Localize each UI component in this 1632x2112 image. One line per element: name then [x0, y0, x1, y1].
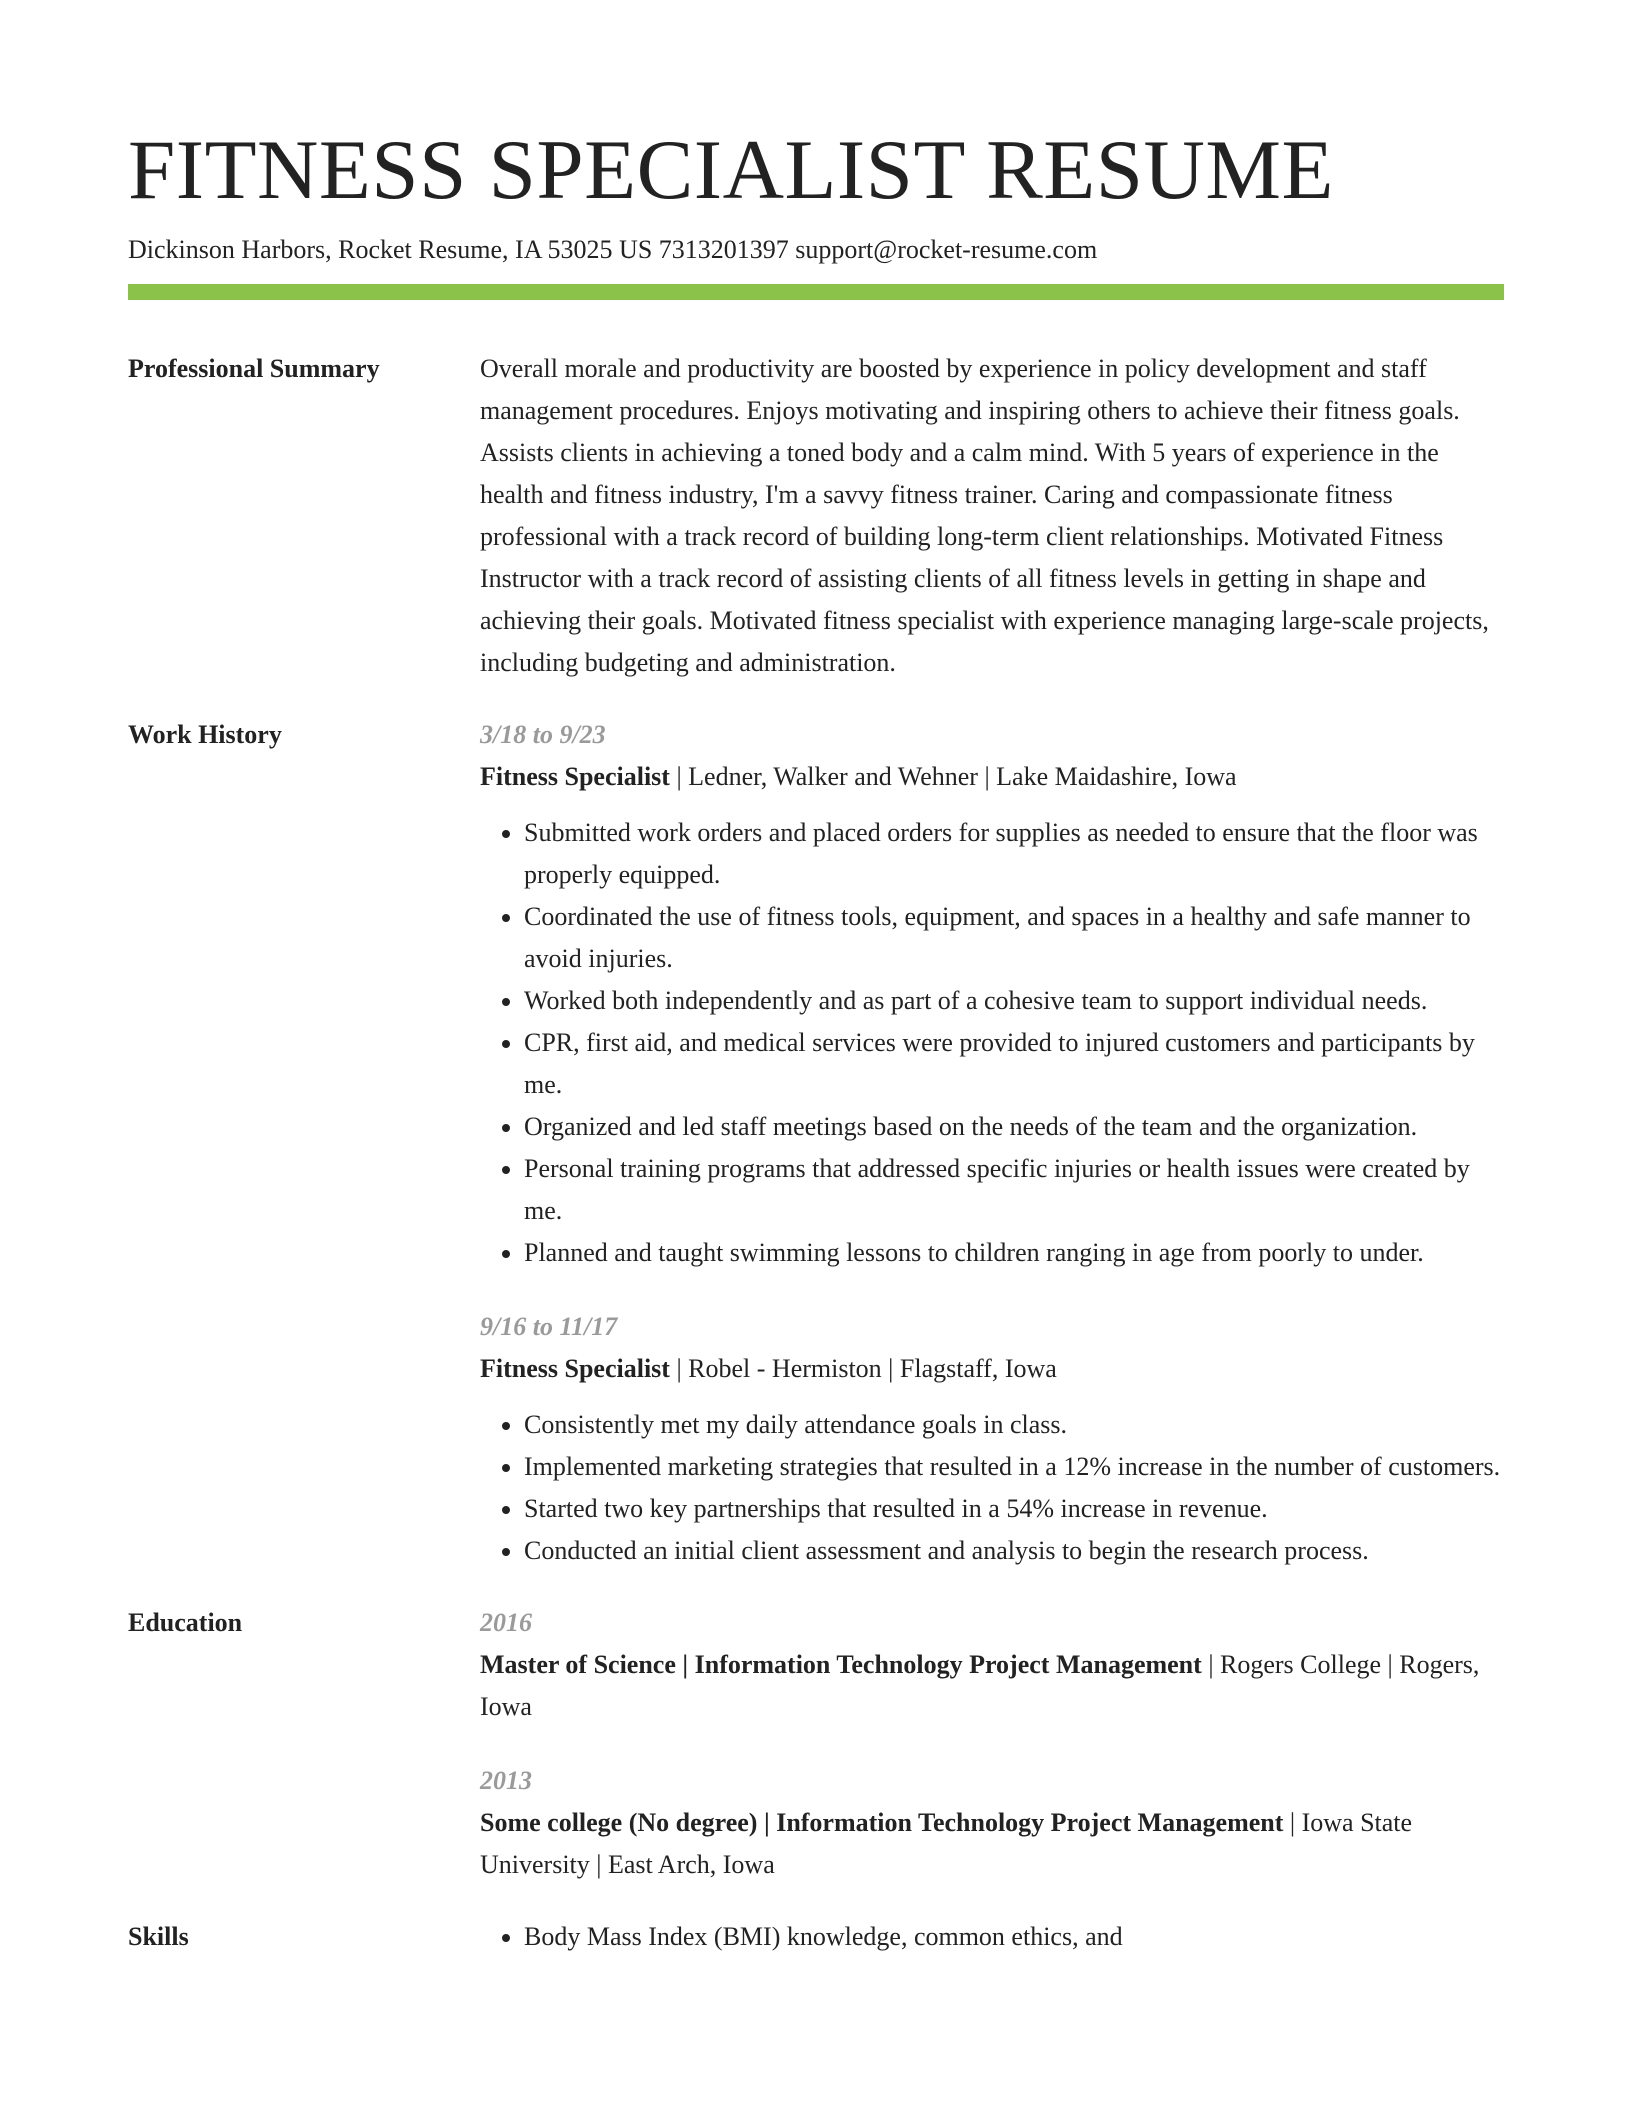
resume-title: FITNESS SPECIALIST RESUME — [128, 123, 1334, 217]
education-year: 2016 — [480, 1608, 532, 1637]
education-body — [480, 1602, 1504, 1886]
job-title: Fitness Specialist — [480, 762, 670, 791]
list-item: • Consistently met my daily attendance goals in class. — [524, 1404, 1504, 1446]
job-title: Fitness Specialist — [480, 1354, 670, 1383]
job-entry — [480, 1306, 1504, 1572]
section-label-education: Education — [128, 1608, 243, 1637]
education-degree: Master of Science | Information Technology Project Management — [480, 1650, 1202, 1679]
education-details: | Rogers College | Rogers, Iowa — [480, 1650, 1480, 1721]
list-item: • Started two key partnerships that resulted in a 54% increase in revenue. — [524, 1488, 1504, 1530]
section-label-skills: Skills — [128, 1922, 189, 1951]
list-item: • CPR, first aid, and medical services were provided to injured customers and participants by me. — [524, 1022, 1504, 1106]
header-divider — [128, 284, 1504, 300]
resume-page — [128, 120, 1504, 1958]
list-item: • Worked both independently and as part of a cohesive team to support individual needs. — [524, 980, 1504, 1022]
section-label-summary: Professional Summary — [128, 354, 380, 383]
job-dates: 9/16 to 11/17 — [480, 1312, 618, 1341]
education-section — [128, 1602, 1504, 1886]
work-history-body — [480, 714, 1504, 1572]
education-year: 2013 — [480, 1766, 532, 1795]
skills-list — [480, 1916, 1504, 1958]
list-item: • Submitted work orders and placed orders for supplies as needed to ensure that the floor was properly equipped. — [524, 812, 1504, 896]
list-item: • Body Mass Index (BMI) knowledge, common ethics, and — [524, 1916, 1504, 1958]
job-bullets — [480, 1404, 1504, 1572]
job-details: | Robel - Hermiston | Flagstaff, Iowa — [669, 1354, 1057, 1383]
job-entry — [480, 714, 1504, 1274]
skills-body — [480, 1916, 1504, 1958]
list-item: • Planned and taught swimming lessons to children ranging in age from poorly to under. — [524, 1232, 1504, 1274]
list-item: • Organized and led staff meetings based on the needs of the team and the organization. — [524, 1106, 1504, 1148]
education-entry — [480, 1602, 1504, 1728]
summary-text: Overall morale and productivity are boosted by experience in policy development and staff management procedures. Enjoys motivating and inspiring others to achieve their fitness goals. Assists clients in achieving a toned body and a calm mind. With 5 years of experience in the health and fitness industry, I'm a savvy fitness trainer. Caring and compassionate fitness professional with a track record of building long-term client relationships. Motivated Fitness Instructor with a track record of assisting clients of all fitness levels in getting in shape and achieving their goals. Motivated fitness specialist with experience managing large-scale projects, including budgeting and administration. — [480, 354, 1489, 677]
list-item: • Personal training programs that addressed specific injuries or health issues were created by me. — [524, 1148, 1504, 1232]
job-heading — [480, 1348, 1504, 1390]
job-dates: 3/18 to 9/23 — [480, 720, 606, 749]
list-item: • Conducted an initial client assessment and analysis to begin the research process. — [524, 1530, 1504, 1572]
education-degree: Some college (No degree) | Information Technology Project Management — [480, 1808, 1284, 1837]
education-details: | Iowa State University | East Arch, Iowa — [480, 1808, 1413, 1879]
section-label-work-history: Work History — [128, 720, 282, 749]
list-item: • Coordinated the use of fitness tools, equipment, and spaces in a healthy and safe manner to avoid injuries. — [524, 896, 1504, 980]
contact-line: Dickinson Harbors, Rocket Resume, IA 53025 US 7313201397 support@rocket-resume.com — [128, 235, 1098, 264]
job-heading — [480, 756, 1504, 798]
job-bullets — [480, 812, 1504, 1274]
education-entry — [480, 1760, 1504, 1886]
education-heading — [480, 1644, 1504, 1728]
work-history-section — [128, 714, 1504, 1572]
job-details: | Ledner, Walker and Wehner | Lake Maidashire, Iowa — [669, 762, 1237, 791]
skills-section — [128, 1916, 1504, 1958]
summary-section — [128, 348, 1504, 684]
list-item: • Implemented marketing strategies that resulted in a 12% increase in the number of customers. — [524, 1446, 1504, 1488]
education-heading — [480, 1802, 1504, 1886]
